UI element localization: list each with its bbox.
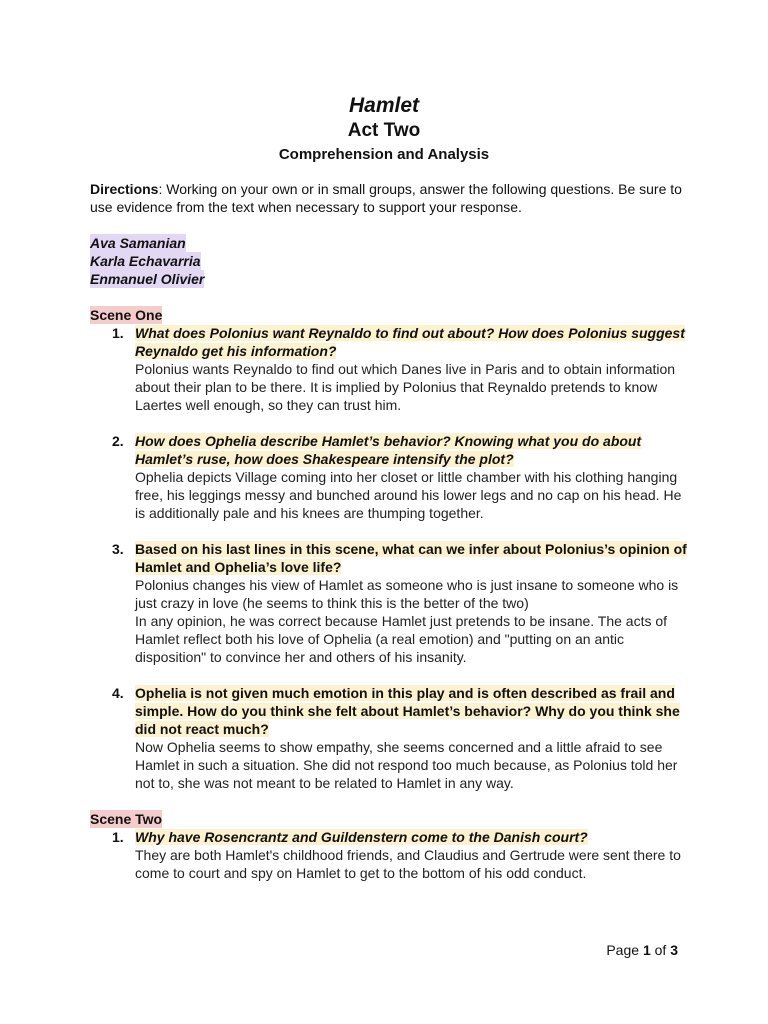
- question-item: [90, 540, 690, 666]
- question-item: [90, 432, 690, 522]
- question-list: [90, 324, 690, 792]
- question-text: [135, 432, 690, 468]
- page-current: 1: [642, 942, 651, 958]
- document-subtitle: Act Two: [347, 120, 421, 141]
- question-number: 1.: [112, 325, 124, 341]
- question-text: [135, 684, 690, 738]
- question-highlight: What does Polonius want Reynaldo to find out about? How does Polonius suggest Reynaldo get his information?: [135, 325, 685, 359]
- document-title: Hamlet: [348, 94, 420, 117]
- question-item: [90, 324, 690, 414]
- question-number: 4.: [112, 685, 124, 701]
- question-highlight: Why have Rosencrantz and Guildenstern come to the Danish court?: [135, 829, 588, 845]
- author-name: Ava Samanian: [90, 235, 186, 251]
- question-text: [135, 540, 690, 576]
- scene-section: [90, 288, 690, 792]
- question-number: 2.: [112, 433, 124, 449]
- author-list: [90, 234, 690, 288]
- question-text: [135, 828, 690, 846]
- question-number: 3.: [112, 541, 124, 557]
- question-text: [135, 324, 690, 360]
- question-number: 1.: [112, 829, 124, 845]
- page-footer: [606, 942, 678, 958]
- question-item: [90, 828, 690, 882]
- directions-label: Directions: [90, 181, 159, 197]
- question-highlight: How does Ophelia describe Hamlet’s behavior? Knowing what you do about Hamlet’s ruse, how does Shakespeare intensify the plot?: [135, 433, 642, 467]
- question-highlight: Based on his last lines in this scene, what can we infer about Polonius’s opinion of Hamlet and Ophelia’s love life?: [135, 541, 687, 575]
- question-item: [90, 684, 690, 792]
- answer-text: Polonius changes his view of Hamlet as someone who is just insane to someone who is just crazy in love (he seems to think this is the better of the two): [135, 577, 679, 611]
- question-highlight: Ophelia is not given much emotion in this play and is often described as frail and simple. How do you think she felt about Hamlet’s behavior? Why do you think she did not react much?: [135, 685, 680, 737]
- document-body: [90, 180, 690, 882]
- scene-section: [90, 792, 690, 882]
- answer-text: Now Ophelia seems to show empathy, she seems concerned and a little afraid to see Hamlet in such a situation. She did not respond too much because, as Polonius told her not to, she was not meant to be related to Hamlet in any way.: [135, 739, 678, 791]
- directions-paragraph: [90, 180, 690, 216]
- answer-text: Ophelia depicts Village coming into her closet or little chamber with his clothing hanging free, his leggings messy and bunched around his lower legs and no cap on his head. He is additionally pale and his knees are thumping together.: [135, 469, 682, 521]
- document-header: [0, 93, 768, 165]
- answer-text: Polonius wants Reynaldo to find out which Danes live in Paris and to obtain information about their plan to be there. It is implied by Polonius that Reynaldo pretends to know Laertes well enough, so they can trust him.: [135, 361, 676, 413]
- author-name: Karla Echavarria: [90, 253, 201, 269]
- author-name: Enmanuel Olivier: [90, 271, 205, 287]
- page-prefix: Page: [606, 942, 643, 958]
- question-list: [90, 828, 690, 882]
- directions-text: : Working on your own or in small groups, answer the following questions. Be sure to use evidence from the text when necessary to support your response.: [90, 181, 682, 215]
- answer-text-continued: In any opinion, he was correct because Hamlet just pretends to be insane. The acts of Hamlet reflect both his love of Ophelia (a real emotion) and "putting on an antic disposition" to convince her and others of his insanity.: [135, 613, 668, 665]
- answer-text: They are both Hamlet's childhood friends, and Claudius and Gertrude were sent there to come to court and spy on Hamlet to get to the bottom of his odd conduct.: [135, 847, 681, 881]
- scene-label: Scene One: [90, 307, 163, 323]
- section-heading: Comprehension and Analysis: [278, 146, 490, 163]
- page-total: 3: [670, 942, 678, 958]
- page-middle: of: [650, 942, 671, 958]
- scene-label: Scene Two: [90, 811, 163, 827]
